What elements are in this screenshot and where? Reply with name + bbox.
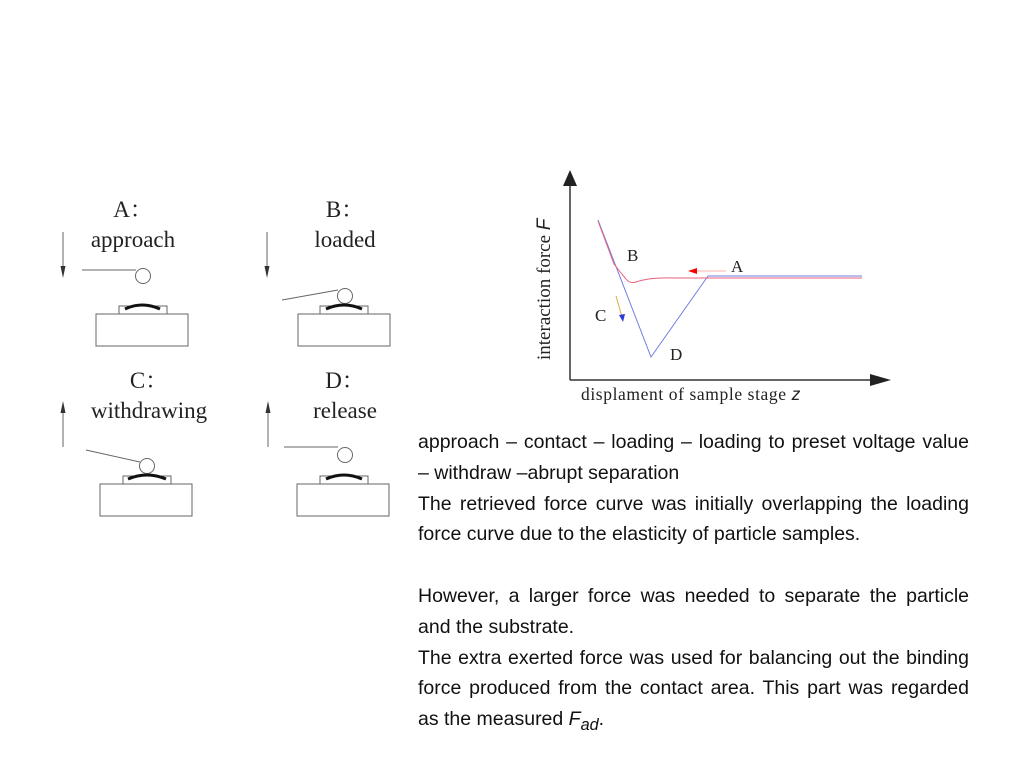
adhesion-symbol: F xyxy=(568,708,581,731)
adhesion-text: The extra exerted force was used for balancing out the binding force produced from the contact area. This part was regarded as the measured xyxy=(418,646,969,731)
y-axis-symbol: F xyxy=(534,218,555,231)
x-axis-label xyxy=(581,384,801,404)
panel-b-caption: loaded xyxy=(314,227,376,252)
blue-arrow-icon xyxy=(619,314,625,322)
retrieved-curve-paragraph: The retrieved force curve was initially overlapping the loading force curve due to the elasticity of particle samples. xyxy=(418,492,969,546)
point-label-a: A xyxy=(731,257,744,276)
panel-a-caption: approach xyxy=(90,227,176,252)
process-sequence-paragraph: approach – contact – loading – loading to preset voltage value – withdraw –abrupt separation xyxy=(418,431,969,484)
x-axis-symbol: z xyxy=(791,384,801,404)
point-label-d: D xyxy=(670,345,683,364)
x-axis-arrow-icon xyxy=(870,374,891,386)
panel-b-letter: B： xyxy=(325,197,365,222)
panel-c-letter: C： xyxy=(129,368,169,393)
withdraw-direction-blue-arrow xyxy=(616,296,622,317)
larger-force-paragraph: However, a larger force was needed to separate the particle and the substrate. xyxy=(418,584,969,638)
y-axis-arrow-icon xyxy=(563,170,577,186)
red-arrow-icon xyxy=(688,268,697,274)
adhesion-subscript: ad xyxy=(580,716,599,735)
point-label-c: C xyxy=(595,306,607,325)
adhesion-force-paragraph: The extra exerted force was used for balancing out the binding force produced from the contact area. This part was regarded as the measured $F_{ad}$. xyxy=(418,646,969,735)
explanation-text xyxy=(418,427,969,741)
point-label-b: B xyxy=(627,246,639,265)
panel-a-letter: A： xyxy=(113,197,153,222)
panel-c-caption: withdrawing xyxy=(90,398,208,423)
withdraw-curve xyxy=(598,220,862,357)
panel-d-letter: D： xyxy=(325,368,365,393)
panel-d-caption: release xyxy=(313,398,377,423)
y-axis-label-text: interaction force xyxy=(534,234,555,360)
x-axis-label-text: displament of sample stage xyxy=(581,384,787,404)
y-axis-label xyxy=(534,217,555,360)
